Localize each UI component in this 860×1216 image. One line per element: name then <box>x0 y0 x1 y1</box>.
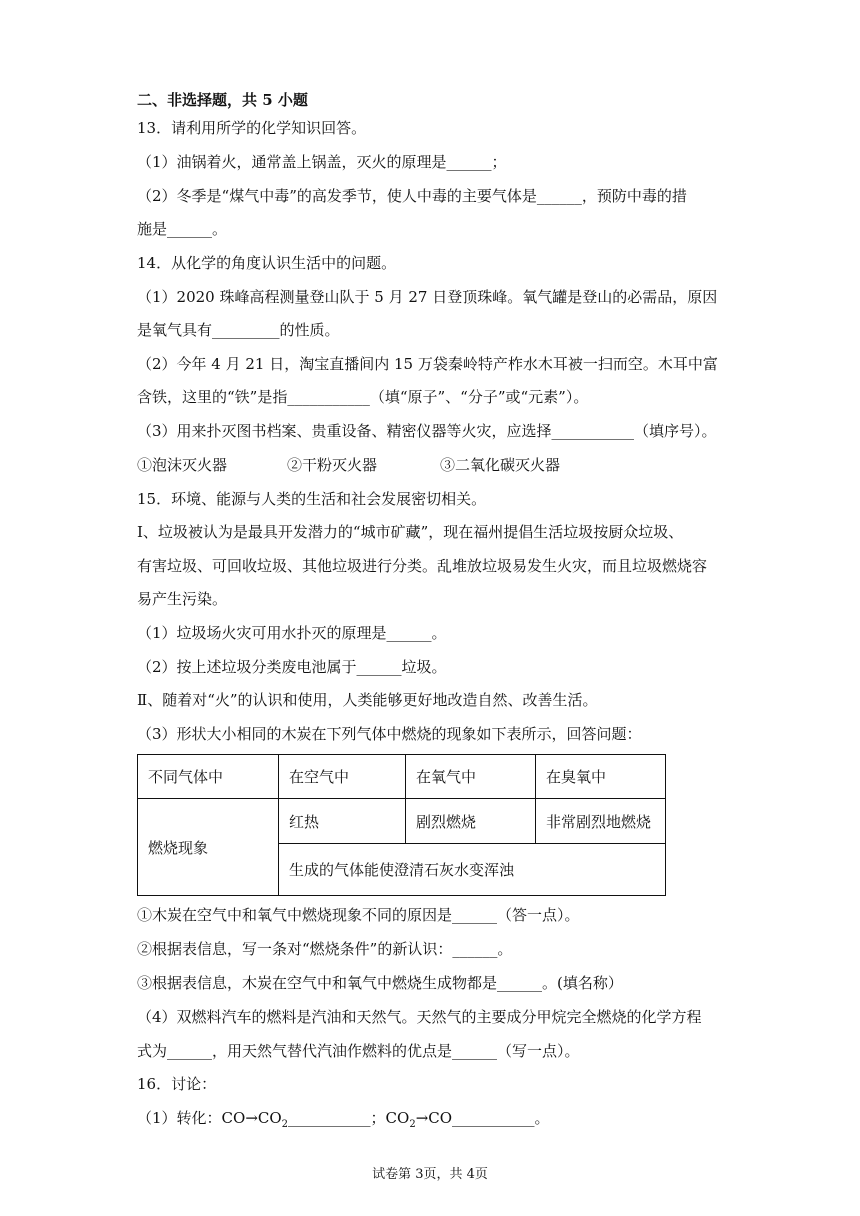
q15-sub1: ①木炭在空气中和氧气中燃烧现象不同的原因是______（答一点）。 <box>137 906 580 924</box>
table-cell-air: 红热 <box>279 799 406 844</box>
q13-part2-line2: 施是______。 <box>137 220 228 238</box>
q14-stem: 14．从化学的角度认识生活中的问题。 <box>137 254 397 272</box>
q15-section-i-line2: 有害垃圾、可回收垃圾、其他垃圾进行分类。乱堆放垃圾易发生火灾，而且垃圾燃烧容 <box>137 557 708 575</box>
q14-option-2: ②干粉灭火器 <box>287 456 378 474</box>
table-header-ozone: 在臭氧中 <box>536 755 666 799</box>
q16-part1 <box>137 1108 550 1128</box>
table-cell-ozone: 非常剧烈地燃烧 <box>536 799 666 844</box>
q15-section-i-line3: 易产生污染。 <box>137 590 228 608</box>
q15-sub3: ③根据表信息，木炭在空气中和氧气中燃烧生成物都是______。(填名称） <box>137 974 623 992</box>
table-row-label: 燃烧现象 <box>138 799 279 896</box>
q14-option-3: ③二氧化碳灭火器 <box>440 456 561 474</box>
combustion-table <box>137 754 666 896</box>
q15-part1: （1）垃圾场火灾可用水扑灭的原理是______。 <box>137 624 447 642</box>
q16-subscript-1: 2 <box>281 1119 289 1130</box>
q16-mid: ；CO <box>370 1109 410 1127</box>
table-header-oxygen: 在氧气中 <box>406 755 536 799</box>
table-row-phenomenon <box>138 799 666 844</box>
q15-sub2: ②根据表信息，写一条对“燃烧条件”的新认识：______。 <box>137 940 513 958</box>
q15-stem: 15．环境、能源与人类的生活和社会发展密切相关。 <box>137 490 487 508</box>
q15-part3: （3）形状大小相同的木炭在下列气体中燃烧的现象如下表所示，回答问题： <box>137 725 642 743</box>
q14-part2-line1: （2）今年 4 月 21 日，淘宝直播间内 15 万袋秦岭特产柞水木耳被一扫而空。木耳中富 <box>137 355 718 373</box>
q16-subscript-2: 2 <box>409 1119 416 1130</box>
q15-part4-line2: 式为______，用天然气替代汽油作燃料的优点是______（写一点）。 <box>137 1042 580 1060</box>
section-heading: 二、非选择题，共 5 小题 <box>137 91 308 109</box>
table-header-gas: 不同气体中 <box>138 755 279 799</box>
q16-stem: 16．讨论： <box>137 1075 217 1093</box>
q13-stem: 13．请利用所学的化学知识回答。 <box>137 119 367 137</box>
q15-part4-line1: （4）双燃料汽车的燃料是汽油和天然气。天然气的主要成分甲烷完全燃烧的化学方程 <box>137 1008 702 1026</box>
q14-part1-line1: （1）2020 珠峰高程测量登山队于 5 月 27 日登顶珠峰。氧气罐是登山的必需品，原因 <box>137 288 718 306</box>
table-cell-merged: 生成的气体能使澄清石灰水变浑浊 <box>279 844 666 896</box>
q16-prefix: （1）转化：CO→CO <box>137 1109 282 1127</box>
q15-part2: （2）按上述垃圾分类废电池属于______垃圾。 <box>137 658 447 676</box>
q15-section-ii: Ⅱ、随着对“火”的认识和使用，人类能够更好地改造自然、改善生活。 <box>137 691 598 709</box>
q14-part2-line2: 含铁，这里的“铁”是指___________（填“原子”、“分子”或“元素”）。 <box>137 388 589 406</box>
page-footer: 试卷第 3页，共 4页 <box>372 1167 488 1182</box>
q14-option-1: ①泡沫灭火器 <box>137 456 228 474</box>
q16-blank-1: ___________ <box>288 1109 371 1127</box>
q13-part2-line1: （2）冬季是“煤气中毒”的高发季节，使人中毒的主要气体是______，预防中毒的措 <box>137 187 687 205</box>
q14-part1-line2: 是氧气具有_________的性质。 <box>137 321 340 339</box>
table-header-row <box>138 755 666 799</box>
q16-tail: →CO___________。 <box>415 1109 550 1127</box>
table-cell-oxygen: 剧烈燃烧 <box>406 799 536 844</box>
q14-part3: （3）用来扑灭图书档案、贵重设备、精密仪器等火灾，应选择___________（填序号）。 <box>137 422 717 440</box>
q15-section-i-line1: I、垃圾被认为是最具开发潜力的“城市矿藏”，现在福州提倡生活垃圾按厨众垃圾、 <box>137 523 684 541</box>
q13-part1: （1）油锅着火，通常盖上锅盖，灭火的原理是______； <box>137 153 507 171</box>
table-header-air: 在空气中 <box>279 755 406 799</box>
